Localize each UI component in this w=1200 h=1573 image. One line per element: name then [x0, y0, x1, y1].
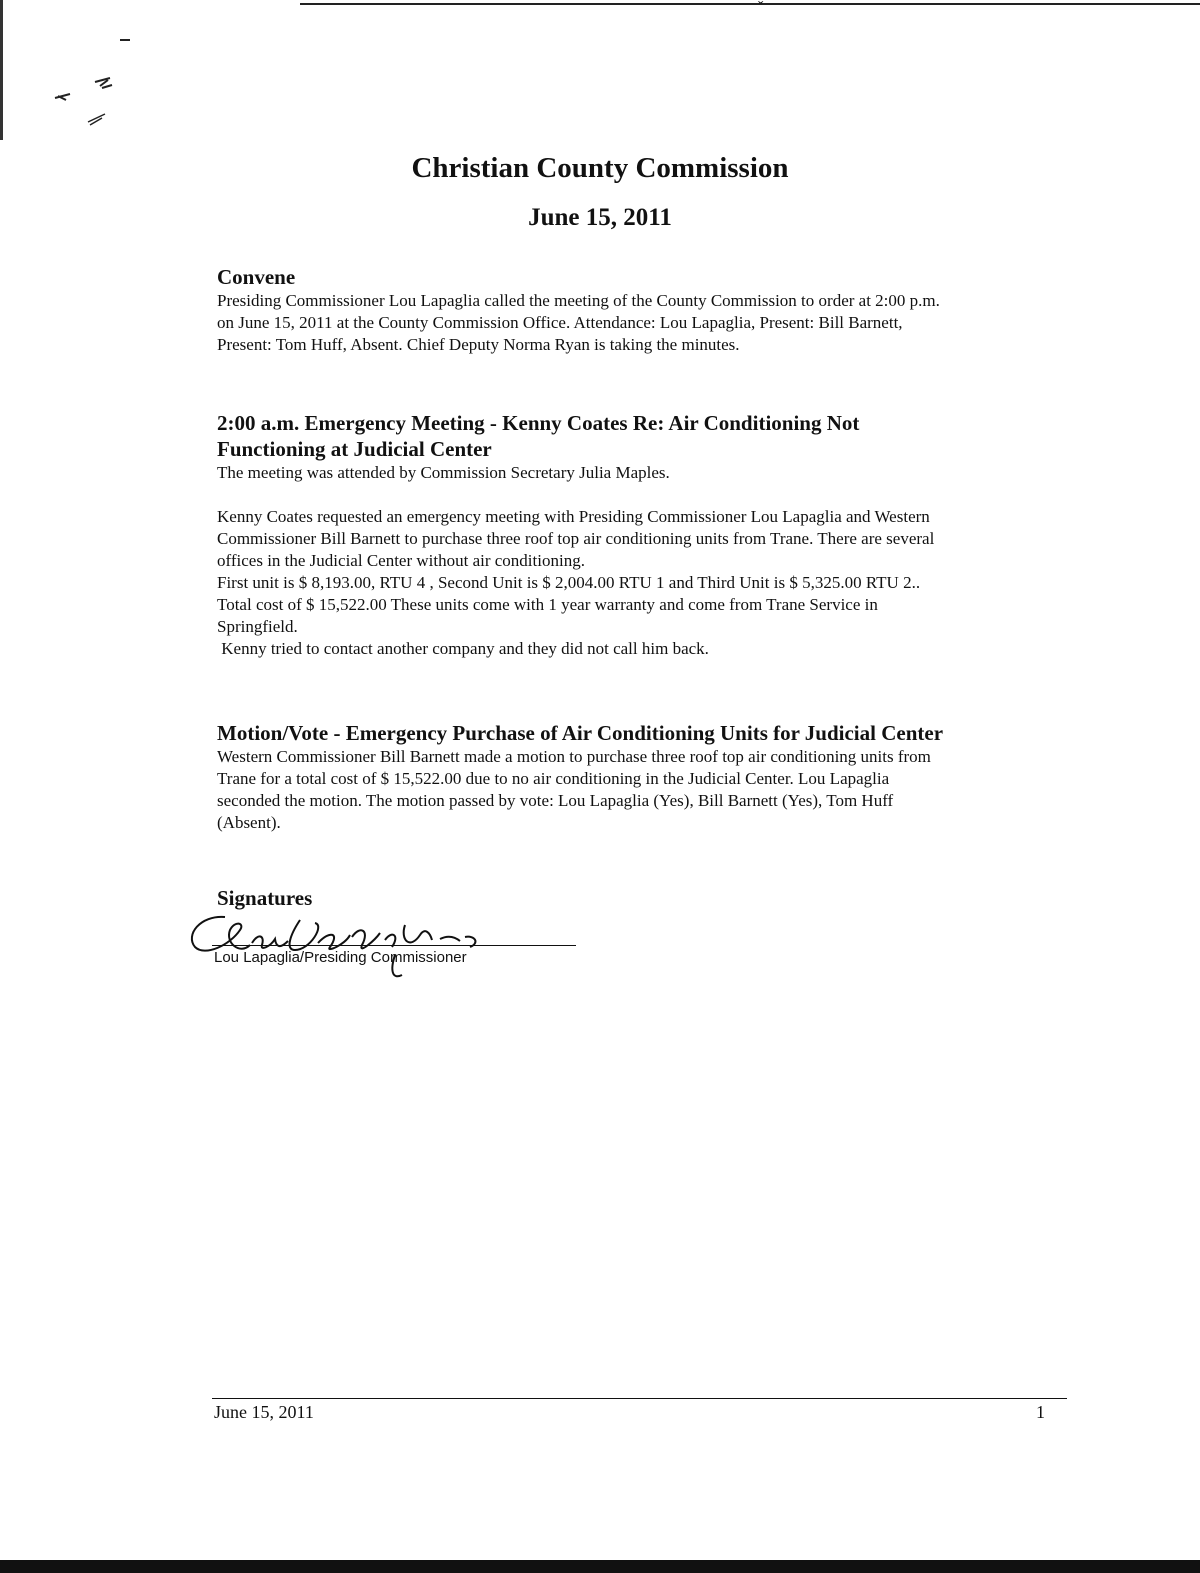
stray-pen-marks	[50, 30, 130, 130]
scan-artifact-tick: ˇ	[758, 0, 764, 16]
text-line: Presiding Commissioner Lou Lapaglia called the meeting of the County Commission to order at 2:00 p.m.	[217, 291, 940, 310]
footer-rule	[212, 1398, 1067, 1399]
document-title: Christian County Commission	[411, 152, 789, 184]
text-line: seconded the motion. The motion passed by vote: Lou Lapaglia (Yes), Bill Barnett (Yes), Tom Huff	[217, 791, 894, 810]
section-convene	[217, 264, 1062, 356]
text-line: The meeting was attended by Commission Secretary Julia Maples.	[217, 463, 670, 482]
text-line: Present: Tom Huff, Absent. Chief Deputy Norma Ryan is taking the minutes.	[217, 335, 740, 354]
signature-caption: Lou Lapaglia/Presiding Commissioner	[214, 949, 467, 966]
document-date: June 15, 2011	[528, 204, 672, 231]
text-line: First unit is $ 8,193.00, RTU 4 , Second Unit is $ 2,004.00 RTU 1 and Third Unit is $ 5,325.00 RTU 2..	[217, 573, 921, 592]
section-heading: Motion/Vote - Emergency Purchase of Air Conditioning Units for Judicial Center	[217, 721, 944, 745]
text-line: offices in the Judicial Center without air conditioning.	[217, 551, 585, 570]
text-line: (Absent).	[217, 813, 281, 832]
text-line: Kenny Coates requested an emergency meeting with Presiding Commissioner Lou Lapaglia and Western	[217, 507, 930, 526]
text-line: Total cost of $ 15,522.00 These units come with 1 year warranty and come from Trane Service in	[217, 595, 878, 614]
signatures-heading: Signatures	[217, 886, 313, 910]
text-line: Springfield.	[217, 617, 298, 636]
section-motion-vote	[217, 720, 1062, 834]
scan-artifact-top-line	[300, 3, 1200, 5]
section-heading: Convene	[217, 265, 296, 289]
text-line: on June 15, 2011 at the County Commission Office. Attendance: Lou Lapaglia, Present: Bill Barnett,	[217, 313, 903, 332]
section-heading: 2:00 a.m. Emergency Meeting - Kenny Coates Re: Air Conditioning Not	[217, 411, 860, 435]
section-heading: Functioning at Judicial Center	[217, 437, 492, 461]
scan-artifact-left-edge	[0, 0, 3, 140]
handwritten-signature	[180, 895, 510, 985]
text-line: Western Commissioner Bill Barnett made a motion to purchase three roof top air conditioning units from	[217, 747, 931, 766]
text-line: Trane for a total cost of $ 15,522.00 due to no air conditioning in the Judicial Center. Lou Lapaglia	[217, 769, 890, 788]
scan-artifact-bottom-edge	[0, 1560, 1200, 1573]
footer-date: June 15, 2011	[214, 1402, 314, 1422]
text-line: Kenny tried to contact another company and they did not call him back.	[217, 639, 709, 658]
page-number: 1	[1036, 1402, 1045, 1422]
text-line: Commissioner Bill Barnett to purchase three roof top air conditioning units from Trane. There are several	[217, 529, 935, 548]
section-emergency-meeting	[217, 410, 1062, 660]
